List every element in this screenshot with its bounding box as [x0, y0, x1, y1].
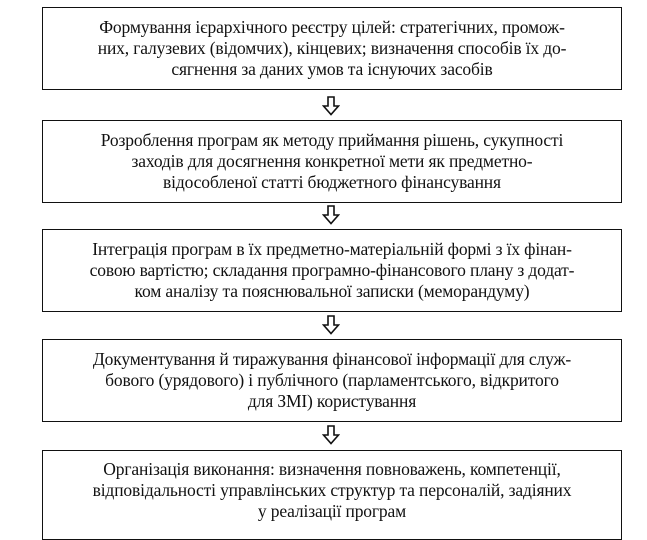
- step-1-line-3: сягнення за даних умов та існуючих засобів: [171, 59, 493, 79]
- step-3-line-1: Інтеграція програм в їх предметно-матеріальній формі з їх фінан-: [92, 239, 572, 259]
- step-text-4: [93, 349, 571, 412]
- hollow-down-arrow-icon: [322, 205, 340, 225]
- step-5-line-3: у реалізації програм: [257, 501, 407, 521]
- step-1-line-2: них, галузевих (відомчих), кінцевих; визначення способів їх до-: [97, 38, 567, 58]
- hollow-down-arrow-icon: [322, 425, 340, 445]
- step-box-3: [42, 229, 622, 312]
- step-box-5: [42, 450, 622, 540]
- step-4-line-1: Документування й тиражування фінансової інформації для служ-: [92, 349, 572, 369]
- step-text-2: [101, 130, 564, 193]
- step-5-line-1: Організація виконання: визначення повноважень, компетенції,: [103, 459, 561, 479]
- step-box-4: [42, 339, 622, 422]
- step-1-line-1: Формування ієрархічного реєстру цілей: стратегічних, промож-: [99, 17, 565, 37]
- hollow-down-arrow-icon: [322, 96, 340, 116]
- step-2-line-1: Розроблення програм як методу приймання рішень, сукупності: [100, 130, 564, 150]
- step-text-1: [98, 17, 567, 80]
- step-text-3: [90, 239, 575, 302]
- step-5-line-2: відповідальності управлінських структур та персоналій, задіяних: [92, 480, 572, 500]
- step-2-line-3: відособленої статті бюджетного фінансування: [163, 172, 501, 192]
- step-2-line-2: заходів для досягнення конкретної мети як предметно-: [131, 151, 533, 171]
- step-text-5: [93, 459, 572, 522]
- step-box-2: [42, 120, 622, 203]
- step-4-line-3: для ЗМІ) користування: [247, 391, 417, 411]
- step-3-line-3: ком аналізу та пояснювальної записки (меморандуму): [134, 281, 530, 301]
- step-box-1: [42, 7, 622, 90]
- step-3-line-2: совою вартістю; складання програмно-фінансового плану з додат-: [89, 260, 575, 280]
- step-4-line-2: бового (урядового) і публічного (парламентського, відкритого: [105, 370, 559, 390]
- hollow-down-arrow-icon: [322, 315, 340, 335]
